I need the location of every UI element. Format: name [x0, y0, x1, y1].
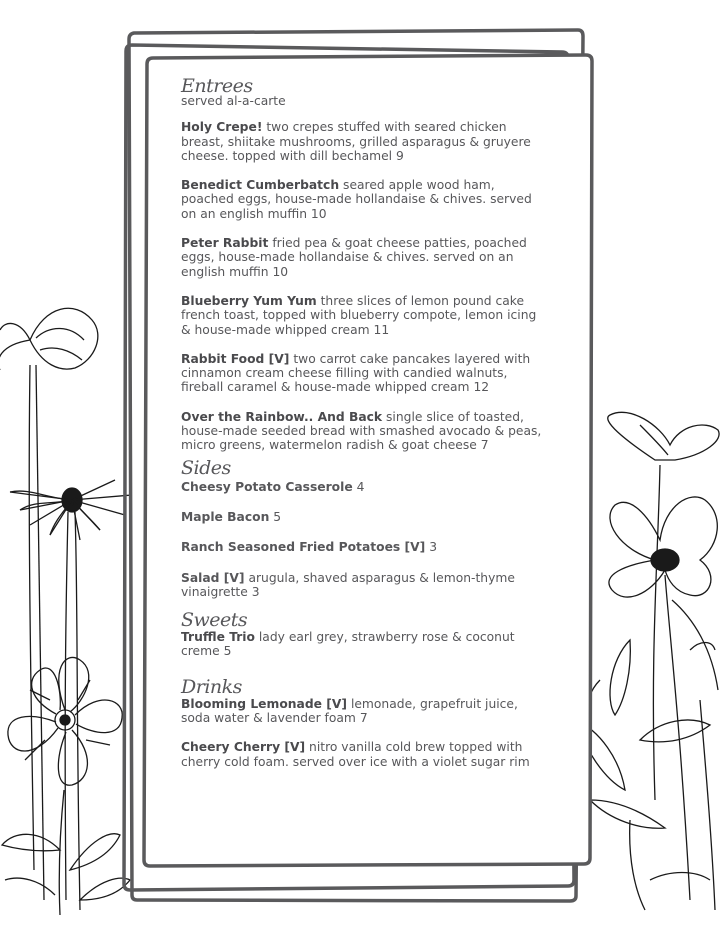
item-desc: arugula, shaved asparagus & lemon-thyme vinaigrette 3: [181, 570, 515, 599]
item-desc: lady earl grey, strawberry rose & coconut creme 5: [181, 630, 515, 659]
menu-content: [181, 76, 543, 784]
item-price: 3: [429, 540, 438, 555]
menu-item-rabbit-food: [181, 352, 543, 395]
sweets-title: Sweets: [181, 609, 248, 632]
item-name: Benedict Cumberbatch: [181, 178, 340, 193]
sides-title: Sides: [181, 456, 231, 479]
item-desc: three slices of lemon pound cake french toast, topped with blueberry compote, lemon icing & house-made whipped cream 11: [181, 293, 537, 337]
item-price: 5: [273, 509, 282, 524]
side-item-maple-bacon: [181, 510, 543, 524]
item-desc: fried pea & goat cheese patties, poached eggs, house-made hollandaise & chives. served on an english muffin 10: [181, 236, 527, 279]
side-item-fried-potatoes: [181, 540, 543, 554]
item-price: 4: [356, 479, 365, 494]
item-name: Rabbit Food [V]: [181, 351, 290, 366]
menu-item-over-the-rainbow: [181, 410, 543, 453]
item-desc: nitro vanilla cold brew topped with cherry cold foam. served over ice with a violet sugar rim: [181, 740, 530, 769]
item-name: Peter Rabbit: [181, 236, 269, 251]
item-name: Holy Crepe!: [181, 120, 263, 135]
entrees-subtitle: served al-a-carte: [181, 94, 286, 108]
item-name: Ranch Seasoned Fried Potatoes [V]: [181, 540, 426, 555]
item-name: Cheery Cherry [V]: [181, 740, 306, 755]
menu-item-benedict-cumberbatch: [181, 178, 543, 221]
item-name: Salad [V]: [181, 570, 245, 585]
drink-item-blooming-lemonade: [181, 697, 543, 726]
item-name: Maple Bacon: [181, 509, 270, 524]
item-name: Blooming Lemonade [V]: [181, 696, 348, 711]
side-item-potato-casserole: [181, 480, 543, 494]
drink-item-cheery-cherry: [181, 740, 543, 769]
entrees-title: Entrees: [181, 75, 253, 97]
menu-item-blueberry-yum-yum: [181, 294, 543, 337]
menu-item-peter-rabbit: [181, 236, 543, 279]
item-desc: lemonade, grapefruit juice, soda water & lavender foam 7: [181, 696, 518, 726]
item-name: Truffle Trio: [181, 630, 255, 645]
menu-item-holy-crepe: [181, 120, 543, 163]
item-desc: two carrot cake pancakes layered with cinnamon cream cheese filling with candied walnuts, fireball caramel & house-made whipped cream 12: [181, 351, 531, 395]
item-desc: seared apple wood ham, poached eggs, house-made hollandaise & chives. served on an english muffin 10: [181, 178, 532, 221]
item-name: Blueberry Yum Yum: [181, 293, 317, 308]
item-name: Over the Rainbow.. And Back: [181, 409, 383, 424]
item-desc: two crepes stuffed with seared chicken breast, shiitake mushrooms, grilled asparagus & gruyere cheese. topped with dill bechamel 9: [181, 120, 531, 163]
item-name: Cheesy Potato Casserole: [181, 479, 353, 494]
sweet-item-truffle-trio: [181, 630, 543, 659]
drinks-title: Drinks: [181, 675, 242, 698]
side-item-salad: [181, 571, 543, 600]
item-desc: single slice of toasted, house-made seeded bread with smashed avocado & peas, micro greens, watermelon radish & goat cheese 7: [181, 409, 542, 453]
